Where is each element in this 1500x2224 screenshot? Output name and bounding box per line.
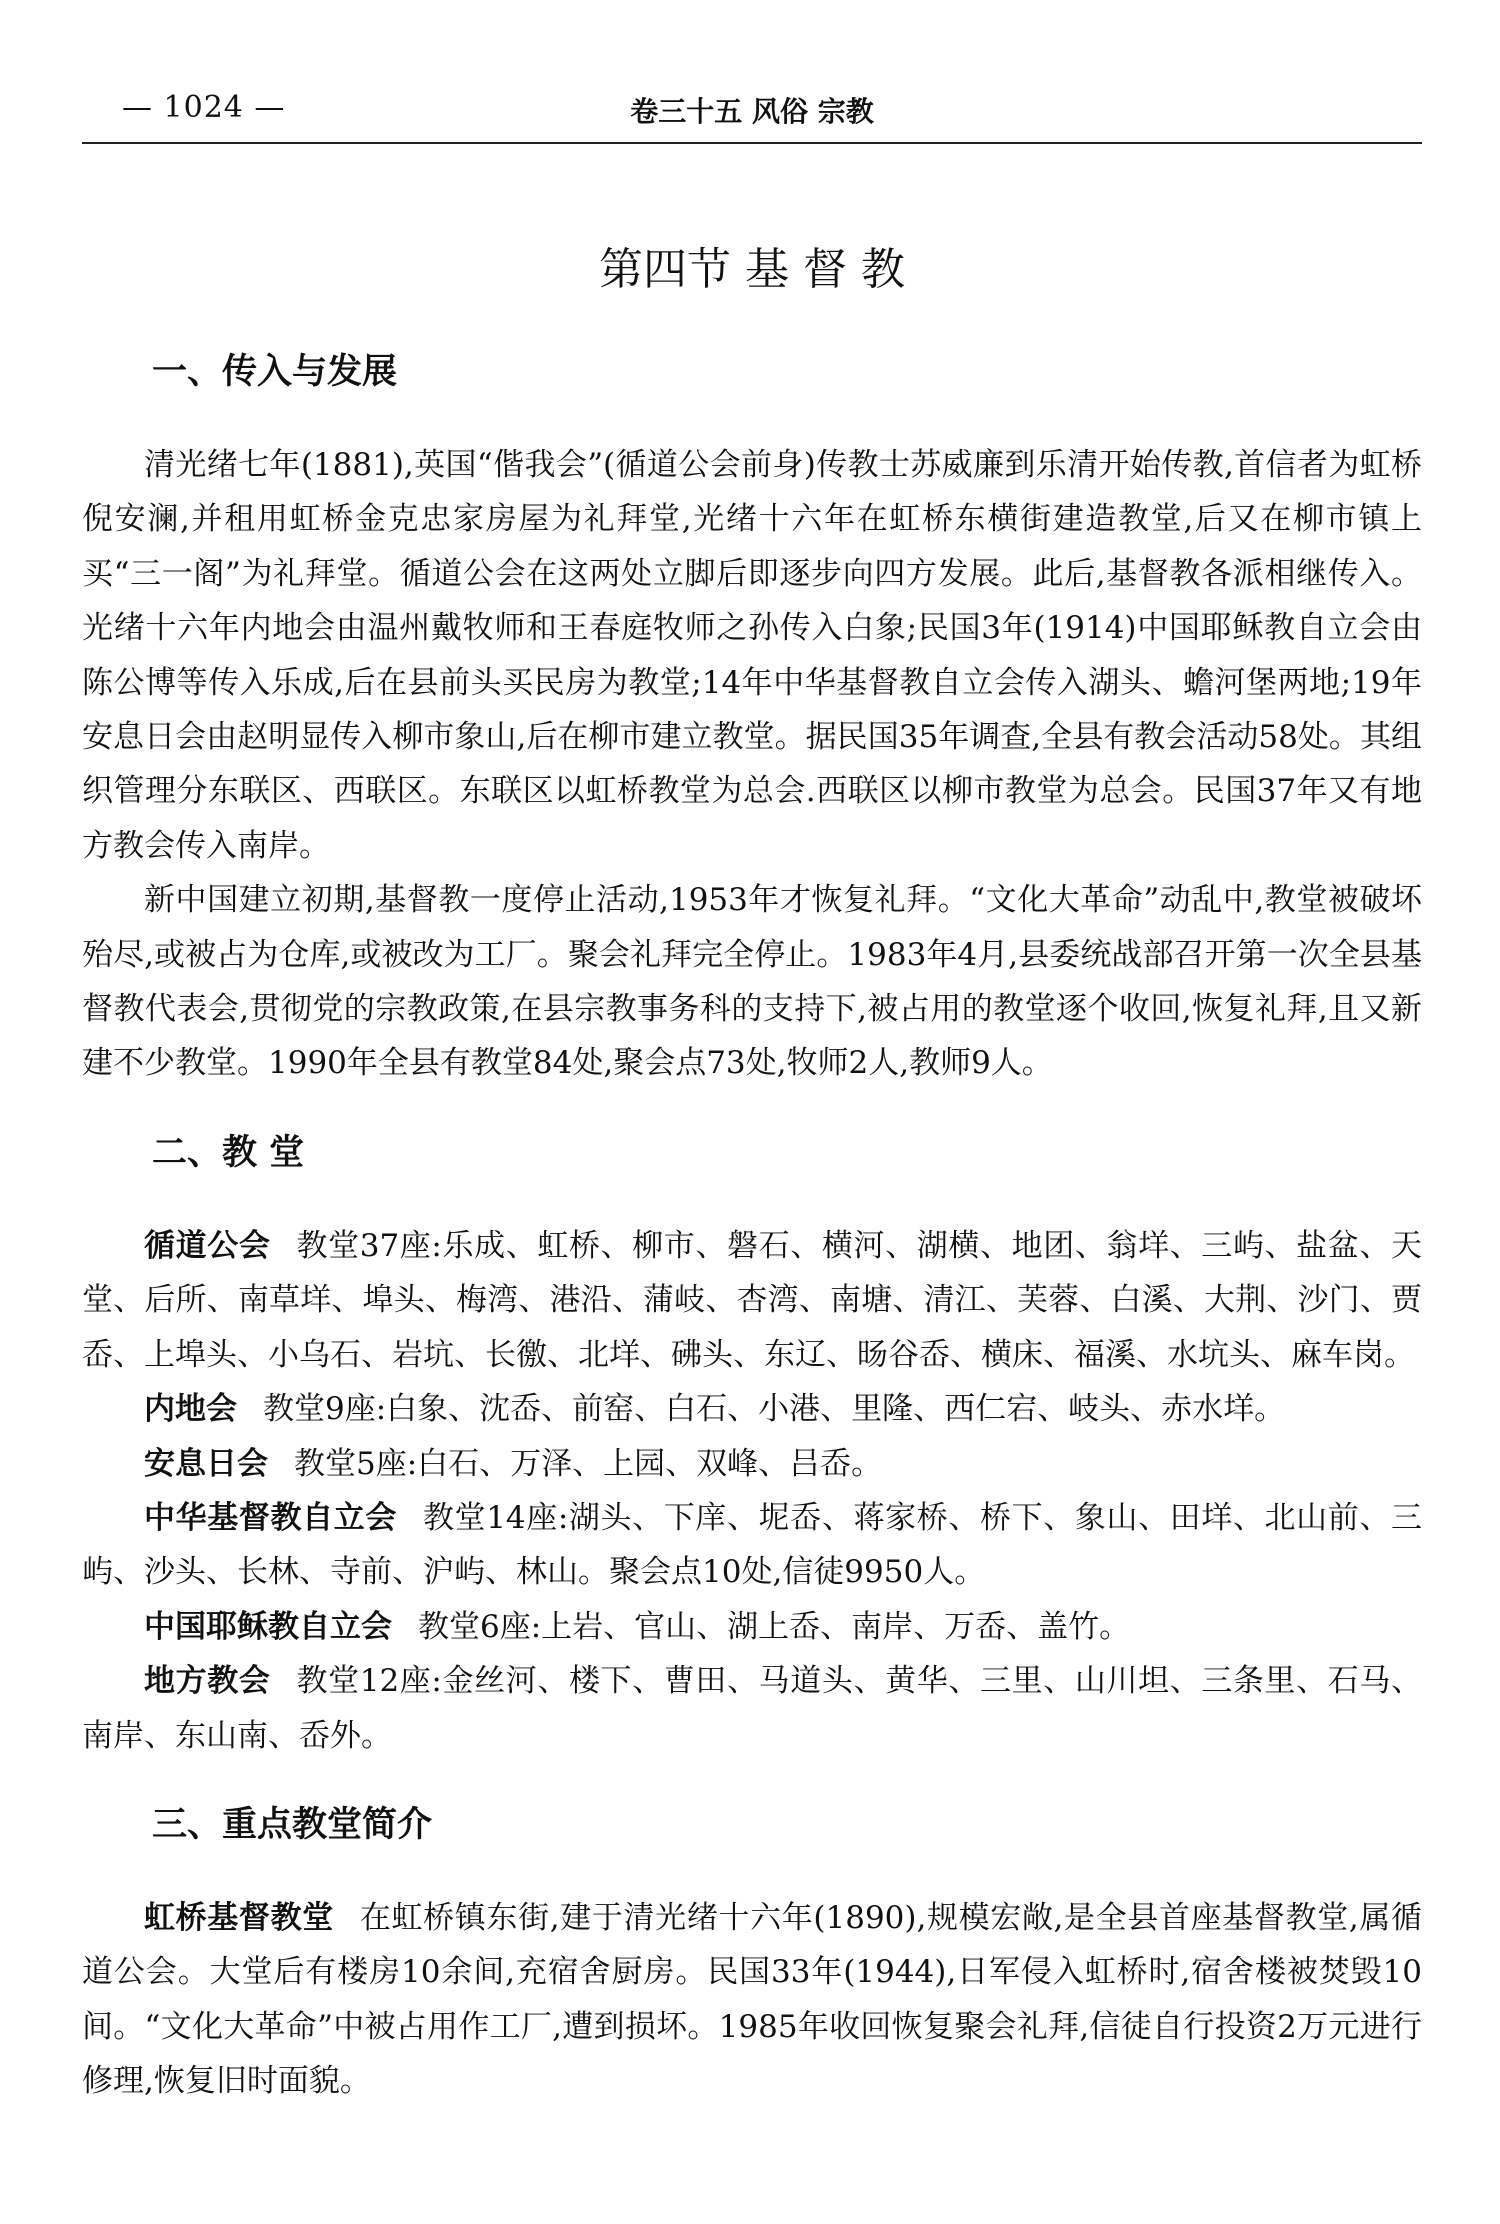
running-head: 卷三十五 风俗 宗教 [630,95,874,128]
church-denomination: 中华基督教自立会 [144,1499,397,1536]
church-entry-text: 教堂9座:白象、沈岙、前窑、白石、小港、里隆、西仁宕、岐头、赤水垟。 [263,1391,1286,1428]
subsection-heading-churches: 二、教 堂 [152,1132,305,1173]
church-profile [82,1891,1422,2109]
page-number: — 1024 — [122,90,286,125]
header-rule [82,142,1422,144]
page-header [82,90,1422,138]
church-entry-text: 教堂12座:金丝河、楼下、曹田、马道头、黄华、三里、山川坦、三条里、石马、南岸、东山南、岙外。 [82,1663,1423,1754]
section-title: 第四节 基 督 教 [599,244,905,295]
church-denomination: 地方教会 [144,1663,271,1700]
church-name: 虹桥基督教堂 [144,1899,334,1936]
church-denomination: 安息日会 [144,1445,268,1482]
church-entry-text: 教堂6座:上岩、官山、湖上岙、南岸、万岙、盖竹。 [418,1608,1131,1645]
church-entry-text: 教堂37座:乐成、虹桥、柳市、磐石、横河、湖横、地团、翁垟、三屿、盐盆、天堂、后所、南草垟、埠头、梅湾、港沿、蒲岐、杏湾、南塘、清江、芙蓉、白溪、大荆、沙门、贾岙、上埠头、小乌石、岩坑、长徼、北垟、砩头、东辽、旸谷岙、横床、福溪、水坑头、麻车岗。 [82,1227,1423,1373]
subsection-heading-spread: 一、传入与发展 [152,352,398,392]
paragraph: 新中国建立初期,基督教一度停止活动,1953年才恢复礼拜。“文化大革命”动乱中,教堂被破坏殆尽,或被占为仓库,或被改为工厂。聚会礼拜完全停止。1983年4月,县委统战部召开第一次全县基督教代表会,贯彻党的宗教政策,在县宗教事务科的支持下,被占用的教堂逐个收回,恢复礼拜,且又新建不少教堂。1990年全县有教堂84处,聚会点73处,牧师2人,教师9人。 [82,882,1422,1082]
church-entry [82,1382,1422,1436]
church-entry-text: 教堂14座:湖头、下庠、坭岙、蒋家桥、桥下、象山、田垟、北山前、三屿、沙头、长林、寺前、沪屿、林山。聚会点10处,信徒9950人。 [82,1499,1423,1591]
church-entry-text: 教堂5座:白石、万泽、上园、双峰、吕岙。 [294,1445,883,1482]
church-denomination: 内地会 [144,1391,237,1428]
page-body [82,240,1422,2109]
church-entry [82,1437,1422,1491]
church-denomination: 中国耶稣教自立会 [144,1608,392,1645]
church-entry [82,1654,1422,1763]
paragraph: 清光绪七年(1881),英国“偕我会”(循道公会前身)传教士苏威廉到乐清开始传教,首信者为虹桥倪安澜,并租用虹桥金克忠家房屋为礼拜堂,光绪十六年在虹桥东横街建造教堂,后又在柳市镇上买“三一阁”为礼拜堂。循道公会在这两处立脚后即逐步向四方发展。此后,基督教各派相继传入。光绪十六年内地会由温州戴牧师和王春庭牧师之孙传入白象;民国3年(1914)中国耶稣教自立会由陈公博等传入乐成,后在县前头买民房为教堂;14年中华基督教自立会传入湖头、蟾河堡两地;19年安息日会由赵明显传入柳市象山,后在柳市建立教堂。据民国35年调查,全县有教会活动58处。其组织管理分东联区、西联区。东联区以虹桥教堂为总会.西联区以柳市教堂为总会。民国37年又有地方教会传入南岸。 [82,447,1422,864]
church-entry [82,1600,1422,1654]
church-entry [82,1219,1422,1382]
church-entry [82,1491,1422,1600]
church-profile-text: 在虹桥镇东街,建于清光绪十六年(1890),规模宏敞,是全县首座基督教堂,属循道公会。大堂后有楼房10余间,充宿舍厨房。民国33年(1944),日军侵入虹桥时,宿舍楼被焚毁10间。“文化大革命”中被占用作工厂,遭到损坏。1985年收回恢复聚会礼拜,信徒自行投资2万元进行修理,恢复旧时面貌。 [82,1899,1423,2100]
church-denomination: 循道公会 [144,1227,271,1264]
subsection-heading-key-churches: 三、重点教堂简介 [152,1804,433,1845]
